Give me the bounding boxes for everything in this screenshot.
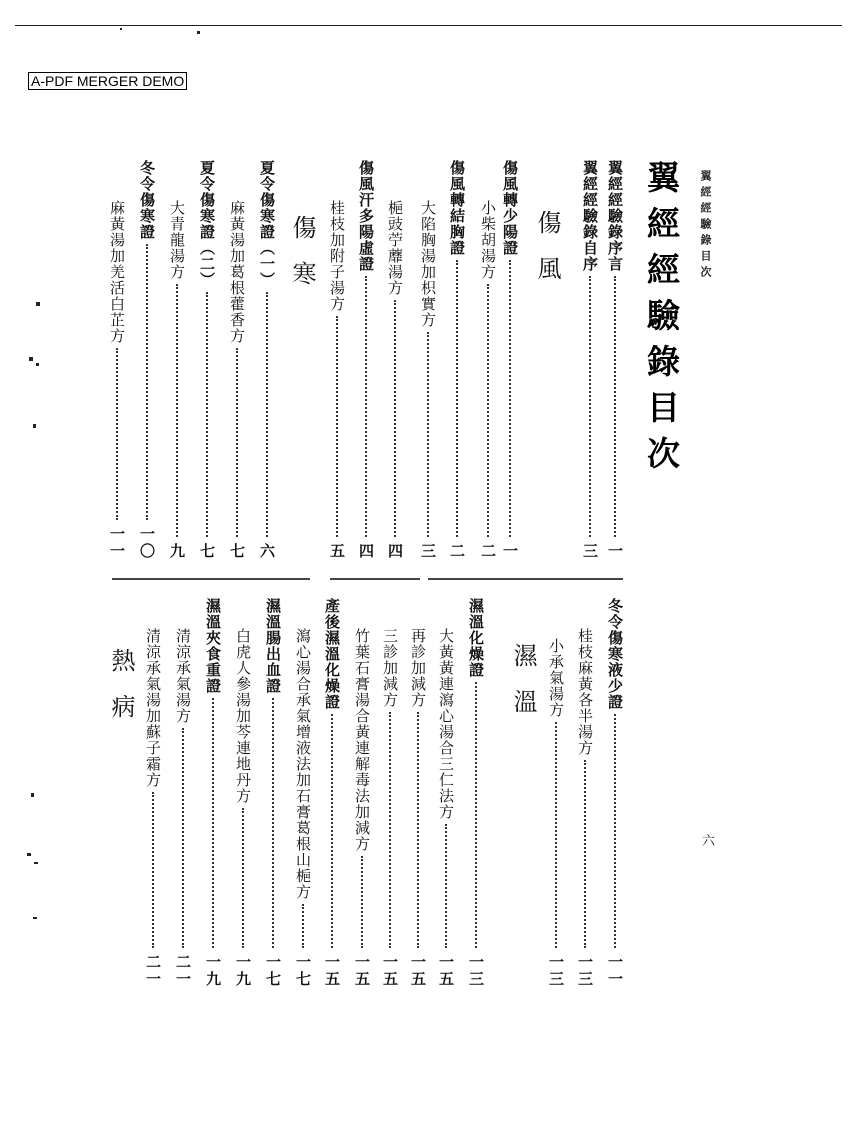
dotted-leader bbox=[555, 722, 557, 948]
dotted-leader bbox=[242, 808, 244, 948]
dotted-leader bbox=[394, 300, 396, 537]
toc-page-number: 一五 bbox=[409, 954, 427, 988]
toc-entry-title: 再診加減方 bbox=[409, 628, 427, 708]
toc-page-number: 三 bbox=[419, 543, 437, 560]
toc-entry[interactable] bbox=[418, 200, 438, 560]
toc-entry-title: 濕溫腸出血證 bbox=[264, 598, 282, 694]
toc-entry[interactable] bbox=[380, 628, 400, 988]
dotted-leader bbox=[266, 292, 268, 537]
dotted-leader bbox=[236, 348, 238, 537]
dotted-leader bbox=[361, 856, 363, 948]
toc-entry[interactable] bbox=[580, 160, 600, 560]
toc-entry-title: 麻黃湯加葛根藿香方 bbox=[228, 200, 246, 344]
dotted-leader bbox=[427, 332, 429, 537]
dotted-leader bbox=[182, 728, 184, 948]
toc-entry-title: 小柴胡湯方 bbox=[479, 200, 497, 280]
toc-entry-title: 白虎人參湯加芩連地丹方 bbox=[234, 628, 252, 804]
dotted-leader bbox=[302, 904, 304, 948]
toc-page-number: 一三 bbox=[576, 954, 594, 988]
section-heading: 熱病 bbox=[107, 648, 135, 740]
dotted-leader bbox=[146, 244, 148, 520]
toc-entry-title: 產後濕溫化燥證 bbox=[323, 598, 341, 710]
toc-page-number: 二 bbox=[448, 543, 466, 560]
toc-page-number: 一一 bbox=[606, 954, 624, 988]
dotted-leader bbox=[589, 276, 591, 537]
toc-entry[interactable] bbox=[197, 160, 217, 560]
toc-page-number: 一九 bbox=[204, 954, 222, 988]
toc-entry[interactable] bbox=[605, 598, 625, 988]
toc-entry[interactable] bbox=[322, 598, 342, 988]
dotted-leader bbox=[445, 824, 447, 948]
toc-entry[interactable] bbox=[356, 160, 376, 560]
toc-entry-title: 麻黃湯加羌活白芷方 bbox=[108, 200, 126, 344]
toc-page-number: 一七 bbox=[264, 954, 282, 988]
toc-page-number: 五 bbox=[328, 543, 346, 560]
dotted-leader bbox=[336, 316, 338, 537]
toc-page-number: 四 bbox=[357, 543, 375, 560]
toc-entry-title: 濕溫化燥證 bbox=[467, 598, 485, 678]
toc-page-number: 一七 bbox=[294, 954, 312, 988]
section-heading: 傷風 bbox=[533, 210, 561, 302]
toc-page-number: 一五 bbox=[381, 954, 399, 988]
toc-entry[interactable] bbox=[466, 598, 486, 988]
running-header: 翼經經驗錄目次 bbox=[699, 170, 712, 282]
toc-page-number: 一 bbox=[501, 543, 519, 560]
toc-entry-title: 清涼承氣湯加蘇子霜方 bbox=[144, 628, 162, 788]
toc-page-number: 二 bbox=[479, 543, 497, 560]
toc-entry[interactable] bbox=[263, 598, 283, 988]
toc-entry-title: 傷風汗多陽虛證 bbox=[357, 160, 375, 272]
toc-entry-title: 桂枝麻黃各半湯方 bbox=[576, 628, 594, 756]
toc-page-number: 一三 bbox=[467, 954, 485, 988]
dotted-leader bbox=[272, 698, 274, 948]
toc-entry[interactable] bbox=[575, 628, 595, 988]
dotted-leader bbox=[206, 292, 208, 537]
toc-entry[interactable] bbox=[107, 200, 127, 560]
toc-entry-title: 冬令傷寒證 bbox=[138, 160, 156, 240]
toc-entry-title: 冬令傷寒液少證 bbox=[606, 598, 624, 710]
toc-entry-title: 梔豉苧蘼湯方 bbox=[386, 200, 404, 296]
toc-entry-title: 小承氣湯方 bbox=[547, 638, 565, 718]
toc-page-number: 一五 bbox=[437, 954, 455, 988]
toc-entry-title: 濕溫夾食重證 bbox=[204, 598, 222, 694]
toc-page-number: 一三 bbox=[547, 954, 565, 988]
toc-page-number: 一五 bbox=[323, 954, 341, 988]
toc-entry[interactable] bbox=[546, 638, 566, 988]
toc-entry[interactable] bbox=[408, 628, 428, 988]
dotted-leader bbox=[509, 260, 511, 537]
toc-entry[interactable] bbox=[143, 628, 163, 988]
dotted-leader bbox=[456, 260, 458, 537]
divider-rule bbox=[112, 578, 310, 580]
toc-entry[interactable] bbox=[203, 598, 223, 988]
toc-page-number: 一〇 bbox=[138, 526, 156, 560]
toc-entry-title: 翼經經驗錄自序 bbox=[581, 160, 599, 272]
toc-entry-title: 傷風轉結胸證 bbox=[448, 160, 466, 256]
toc-entry-title: 大黃黃連瀉心湯合三仁法方 bbox=[437, 628, 455, 820]
page-top-rule bbox=[15, 25, 842, 26]
toc-page-number: 三 bbox=[581, 543, 599, 560]
toc-entry-title: 瀉心湯合承氣增液法加石膏葛根山梔方 bbox=[294, 628, 312, 900]
toc-entry-title: 三診加減方 bbox=[381, 628, 399, 708]
dotted-leader bbox=[176, 284, 178, 537]
toc-entry-title: 大青龍湯方 bbox=[168, 200, 186, 280]
toc-entry[interactable] bbox=[500, 160, 520, 560]
toc-page-number: 一 bbox=[606, 543, 624, 560]
toc-entry-title: 竹葉石膏湯合黃連解毒法加減方 bbox=[353, 628, 371, 852]
dotted-leader bbox=[389, 712, 391, 948]
toc-lower-half bbox=[0, 598, 866, 998]
dotted-leader bbox=[212, 698, 214, 948]
dotted-leader bbox=[614, 714, 616, 948]
toc-entry[interactable] bbox=[233, 628, 253, 988]
toc-page-number: 二一 bbox=[174, 954, 192, 988]
toc-entry[interactable] bbox=[605, 160, 625, 560]
dotted-leader bbox=[116, 348, 118, 520]
toc-page-number: 二一 bbox=[144, 954, 162, 988]
toc-entry-title: 傷風轉少陽證 bbox=[501, 160, 519, 256]
toc-entry[interactable] bbox=[173, 628, 193, 988]
toc-entry[interactable] bbox=[447, 160, 467, 560]
toc-entry[interactable] bbox=[137, 160, 157, 560]
divider-rule bbox=[428, 578, 623, 580]
toc-page-number: 四 bbox=[386, 543, 404, 560]
toc-entry-title: 清涼承氣湯方 bbox=[174, 628, 192, 724]
toc-page-number: 一九 bbox=[234, 954, 252, 988]
toc-page-number: 六 bbox=[258, 543, 276, 560]
section-heading: 濕溫 bbox=[509, 643, 537, 735]
toc-entry[interactable] bbox=[352, 628, 372, 988]
section-heading: 傷寒 bbox=[288, 215, 316, 307]
toc-entry-title: 夏令傷寒證（一） bbox=[258, 160, 276, 288]
toc-page-number: 九 bbox=[168, 543, 186, 560]
toc-upper-half bbox=[0, 160, 866, 570]
dotted-leader bbox=[331, 714, 333, 948]
divider-rule bbox=[330, 578, 420, 580]
page-number: 六 bbox=[702, 834, 716, 849]
toc-entry[interactable] bbox=[167, 200, 187, 560]
page-title: 翼經經驗錄目次 bbox=[642, 160, 681, 482]
dotted-leader bbox=[365, 276, 367, 537]
dotted-leader bbox=[475, 682, 477, 948]
toc-entry-title: 夏令傷寒證（二） bbox=[198, 160, 216, 288]
toc-entry[interactable] bbox=[227, 200, 247, 560]
watermark-label: A-PDF MERGER DEMO bbox=[28, 72, 187, 90]
toc-entry[interactable] bbox=[257, 160, 277, 560]
toc-page-number: 七 bbox=[198, 543, 216, 560]
scan-speck bbox=[120, 28, 122, 30]
toc-entry-title: 大陷胸湯加枳實方 bbox=[419, 200, 437, 328]
dotted-leader bbox=[614, 276, 616, 537]
toc-page-number: 七 bbox=[228, 543, 246, 560]
toc-entry[interactable] bbox=[385, 200, 405, 560]
toc-page-number: 一一 bbox=[108, 526, 126, 560]
toc-entry-title: 翼經經驗錄序言 bbox=[606, 160, 624, 272]
dotted-leader bbox=[417, 712, 419, 948]
dotted-leader bbox=[487, 284, 489, 537]
toc-entry[interactable] bbox=[327, 200, 347, 560]
toc-entry[interactable] bbox=[293, 628, 313, 988]
toc-entry[interactable] bbox=[478, 200, 498, 560]
toc-page-number: 一五 bbox=[353, 954, 371, 988]
dotted-leader bbox=[584, 760, 586, 948]
scan-speck bbox=[197, 31, 200, 34]
toc-entry-title: 桂枝加附子湯方 bbox=[328, 200, 346, 312]
dotted-leader bbox=[152, 792, 154, 948]
toc-entry[interactable] bbox=[436, 628, 456, 988]
